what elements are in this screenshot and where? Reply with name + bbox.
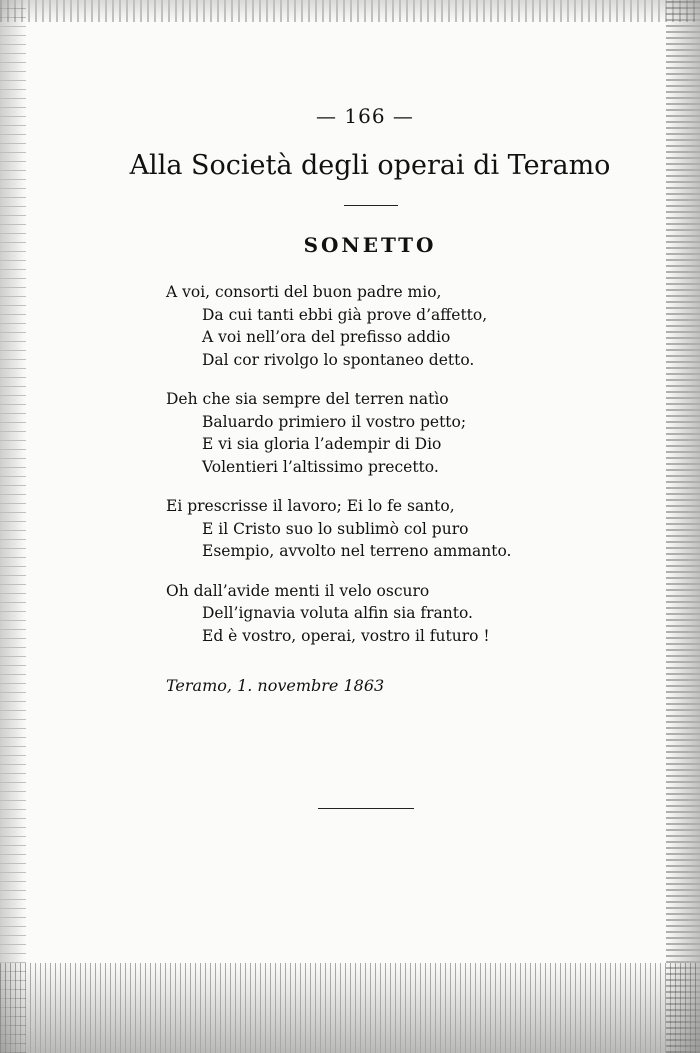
- poem-body: [166, 281, 586, 664]
- poem-line: Dal cor rivolgo lo spontaneo detto.: [202, 350, 475, 369]
- poem-line: Da cui tanti ebbi già prove d’affetto,: [202, 305, 488, 324]
- page-edge-left: [0, 0, 26, 1053]
- stanza-3: [166, 495, 586, 563]
- poem-line: Ei prescrisse il lavoro; Ei lo fe santo,: [166, 497, 455, 515]
- poem-line: Esempio, avvolto nel terreno ammanto.: [202, 542, 512, 560]
- stanza-1: [166, 281, 586, 371]
- poem-line: A voi, consorti del buon padre mio,: [166, 283, 442, 301]
- dateline: Teramo, 1. novembre 1863: [166, 676, 385, 695]
- poem-line: Volentieri l’altissimo precetto.: [202, 457, 439, 476]
- page-number: — 166 —: [316, 104, 414, 128]
- stanza-2: [166, 388, 586, 478]
- poem-line: E il Cristo suo lo sublimò col puro: [202, 519, 469, 538]
- poem-line: A voi nell’ora del prefisso addio: [202, 328, 451, 346]
- title-divider: [344, 205, 398, 206]
- stanza-4: [166, 580, 586, 648]
- closing-divider: [318, 808, 414, 809]
- poem-line: E vi sia gloria l’adempir di Dio: [202, 435, 442, 453]
- poem-line: Ed è vostro, operai, vostro il futuro !: [202, 626, 490, 645]
- poem-line: Baluardo primiero il vostro petto;: [202, 412, 467, 431]
- page-edge-top: [0, 0, 700, 22]
- page-edge-right: [666, 0, 700, 1053]
- poem-line: Oh dall’avide menti il velo oscuro: [166, 581, 430, 600]
- poem-line: Dell’ignavia voluta alfin sia franto.: [202, 604, 473, 622]
- poem-title: Alla Società degli operai di Teramo: [129, 150, 611, 181]
- poem-line: Deh che sia sempre del terren natìo: [166, 390, 449, 408]
- poem-subtitle: SONETTO: [303, 233, 437, 257]
- page-edge-bottom: [0, 963, 700, 1053]
